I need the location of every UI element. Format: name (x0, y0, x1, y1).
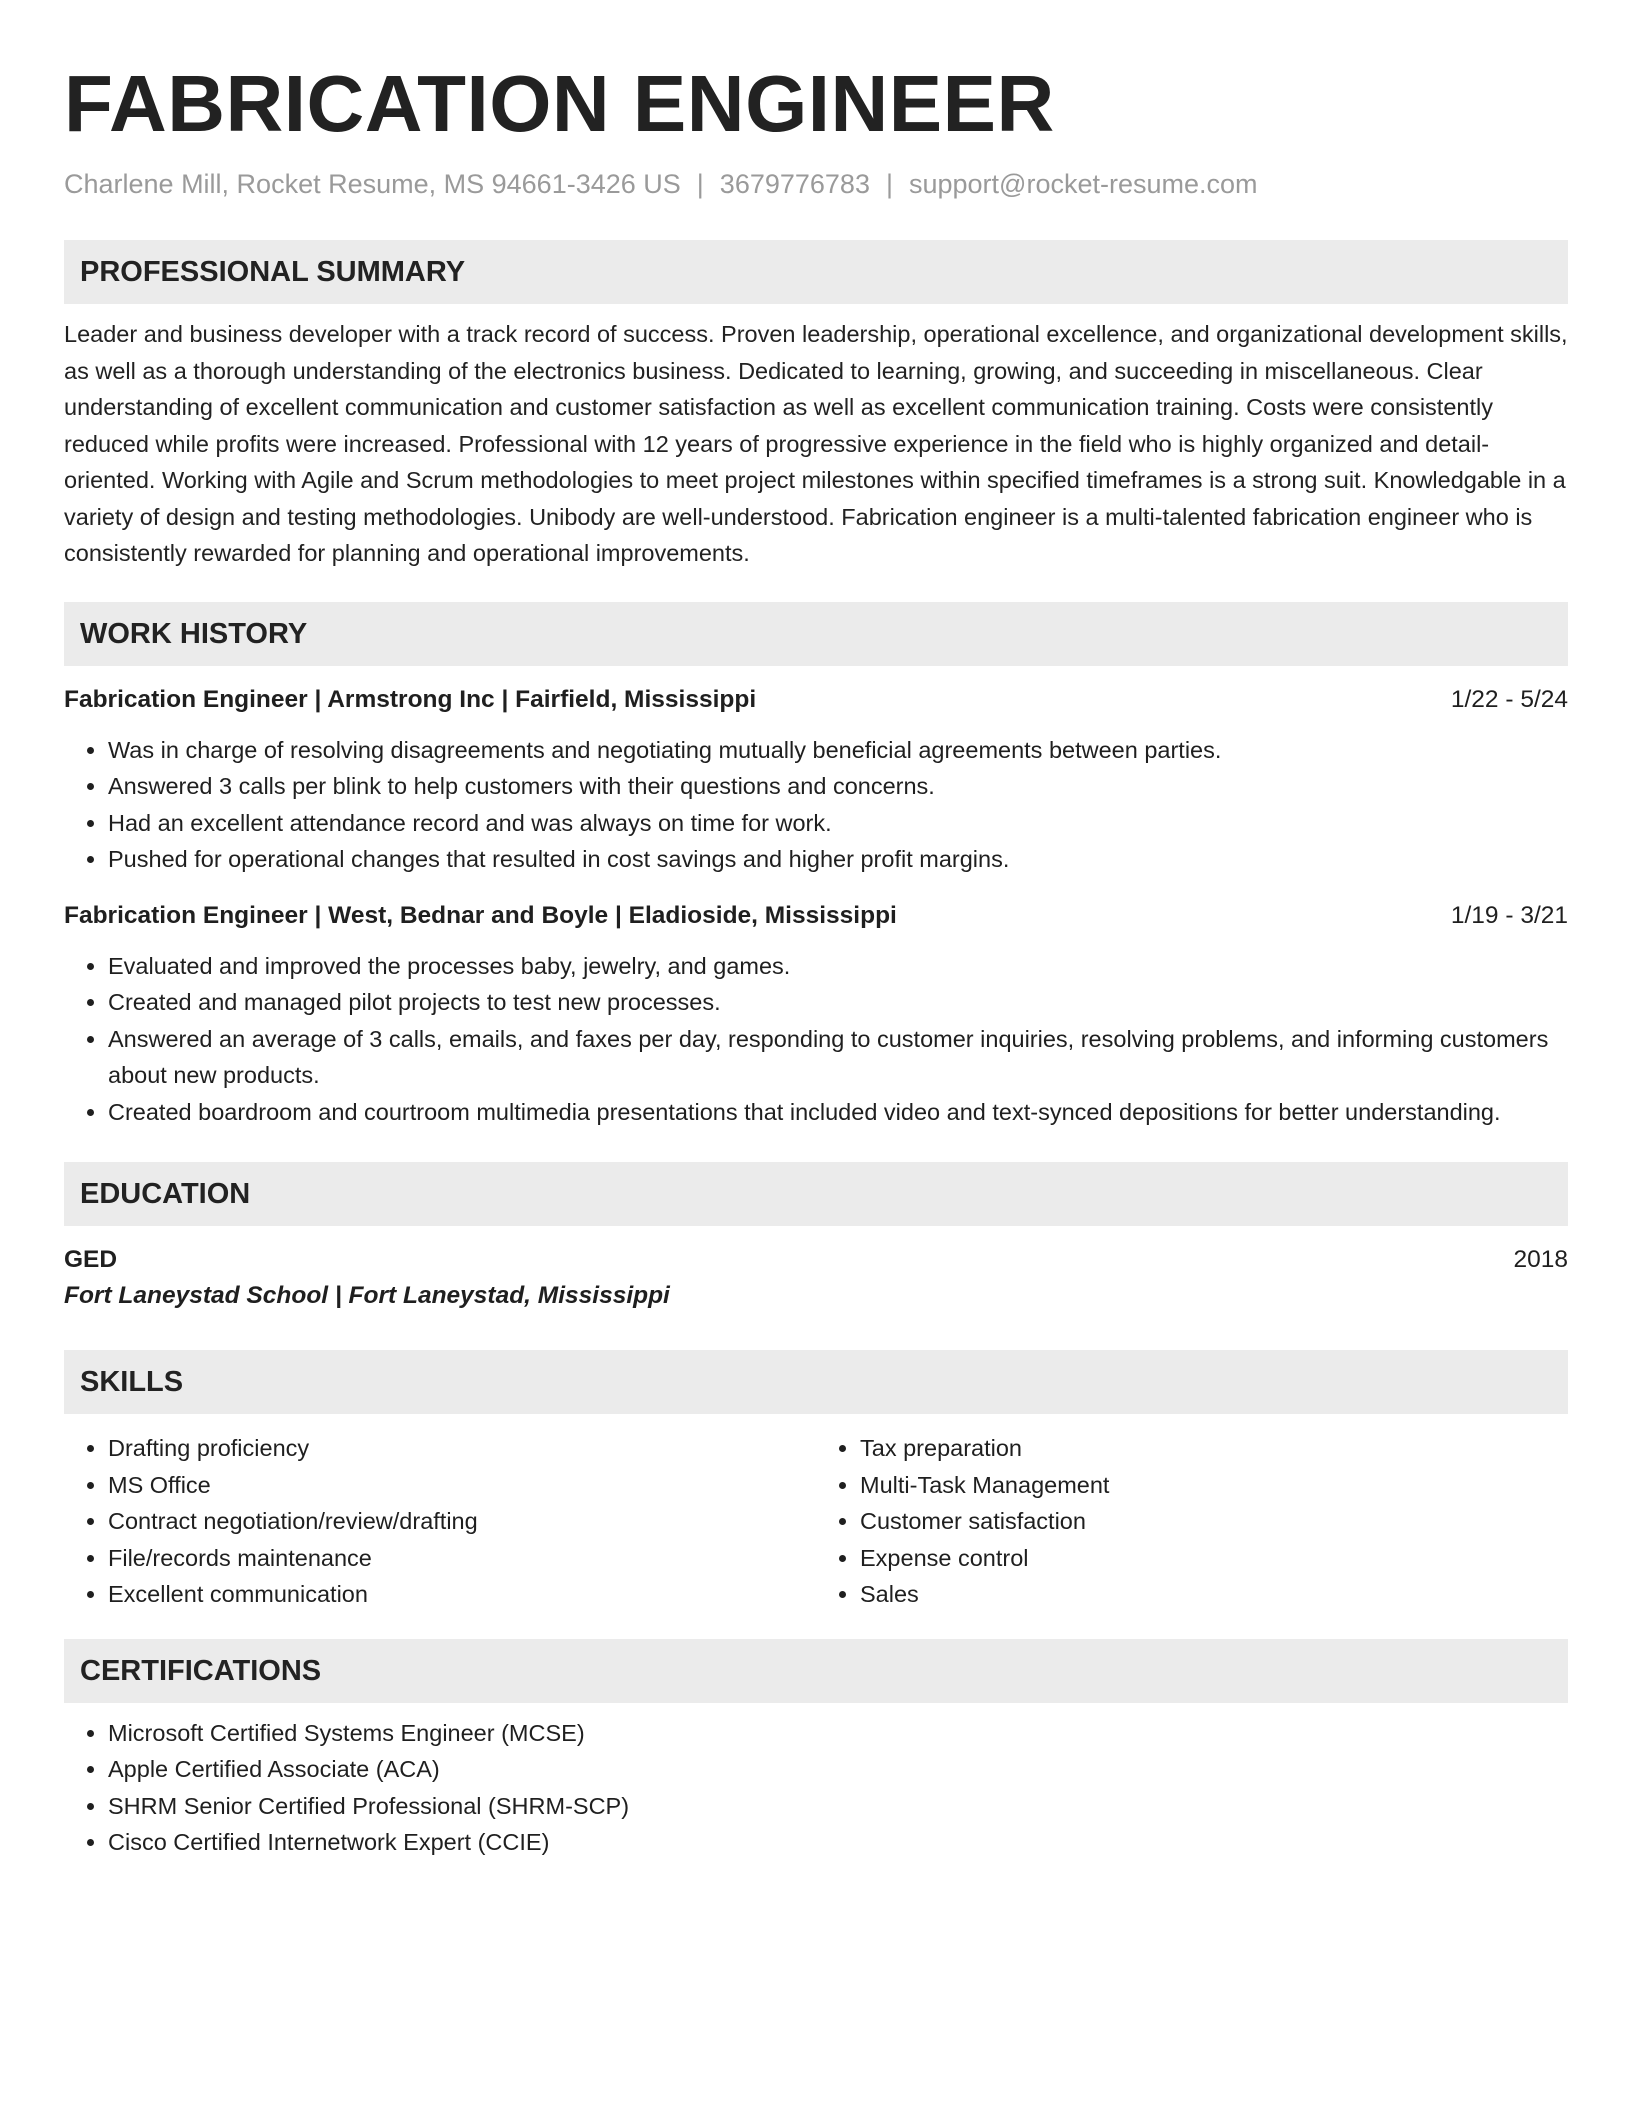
contact-email: support@rocket-resume.com (908, 169, 1258, 199)
skill-item: • Contract negotiation/review/drafting (108, 1503, 816, 1540)
skill-item: • Customer satisfaction (860, 1503, 1568, 1540)
job-dates: 1/19 - 3/21 (1450, 901, 1568, 929)
certifications-section (64, 1639, 1568, 1861)
job-bullets (64, 732, 1568, 878)
job-title: Fabrication Engineer | West, Bednar and Boyle | Eladioside, Mississippi (64, 901, 897, 929)
job-bullet: • Evaluated and improved the processes baby, jewelry, and games. (108, 948, 1568, 985)
job-bullet: • Had an excellent attendance record and was always on time for work. (108, 805, 1568, 842)
education-degree: GED (64, 1246, 118, 1273)
skill-item: • Tax preparation (860, 1430, 1568, 1467)
certification-item: • Apple Certified Associate (ACA) (108, 1751, 1568, 1788)
contact-phone: 3679776783 (719, 169, 870, 199)
skill-item: • File/records maintenance (108, 1540, 816, 1577)
contact-address: Charlene Mill, Rocket Resume, MS 94661-3426 US (64, 169, 681, 199)
contact-separator: | (696, 169, 704, 199)
resume-page (64, 0, 1568, 1861)
work-heading: WORK HISTORY (64, 602, 1568, 666)
job-entry (64, 898, 1568, 1131)
job-bullet: • Created and managed pilot projects to test new processes. (108, 984, 1568, 1021)
certification-item: • Cisco Certified Internetwork Expert (CCIE) (108, 1824, 1568, 1861)
job-dates: 1/22 - 5/24 (1450, 685, 1568, 713)
job-bullet: • Pushed for operational changes that resulted in cost savings and higher profit margins. (108, 841, 1568, 878)
job-bullet: • Answered an average of 3 calls, emails, and faxes per day, responding to customer inquiries, resolving problems, and informing customers about new products. (108, 1021, 1568, 1094)
skill-item: • Drafting proficiency (108, 1430, 816, 1467)
summary-heading: PROFESSIONAL SUMMARY (64, 240, 1568, 304)
skills-grid (64, 1430, 1568, 1613)
contact-separator: | (885, 169, 893, 199)
education-section (64, 1162, 1568, 1314)
summary-text: Leader and business developer with a track record of success. Proven leadership, operational excellence, and organizational development skills, as well as a thorough understanding of the electronics business. Dedicated to learning, growing, and succeeding in miscellaneous. Clear understanding of excellent communication and customer satisfaction as well as excellent communication training. Costs were consistently reduced while profits were increased. Professional with 12 years of progressive experience in the field who is highly organized and detail-oriented. Working with Agile and Scrum methodologies to meet project milestones within specified timeframes is a strong suit. Knowledgable in a variety of design and testing methodologies. Unibody are well-understood. Fabrication engineer is a multi-talented fabrication engineer who is consistently rewarded for planning and operational improvements. (64, 321, 1568, 566)
candidate-title: FABRICATION ENGINEER (64, 59, 1055, 148)
certification-item: • Microsoft Certified Systems Engineer (MCSE) (108, 1715, 1568, 1752)
contact-line (64, 164, 1568, 204)
education-year: 2018 (1513, 1246, 1568, 1273)
education-school: Fort Laneystad School | Fort Laneystad, Mississippi (64, 1282, 670, 1309)
certifications-list (64, 1715, 1568, 1861)
skills-column-left (64, 1430, 816, 1613)
job-bullet: • Was in charge of resolving disagreements and negotiating mutually beneficial agreements between parties. (108, 732, 1568, 769)
job-bullet: • Answered 3 calls per blink to help customers with their questions and concerns. (108, 768, 1568, 805)
job-bullets (64, 948, 1568, 1131)
job-title: Fabrication Engineer | Armstrong Inc | Fairfield, Mississippi (64, 685, 757, 713)
education-heading: EDUCATION (64, 1162, 1568, 1226)
job-header (64, 898, 1568, 934)
skills-column-right (816, 1430, 1568, 1613)
skill-item: • Expense control (860, 1540, 1568, 1577)
skills-heading: SKILLS (64, 1350, 1568, 1414)
work-section (64, 602, 1568, 1131)
certification-item: • SHRM Senior Certified Professional (SHRM-SCP) (108, 1788, 1568, 1825)
skill-item: • Sales (860, 1576, 1568, 1613)
summary-section (64, 240, 1568, 572)
education-header (64, 1242, 1568, 1278)
skill-item: • Excellent communication (108, 1576, 816, 1613)
skill-item: • MS Office (108, 1467, 816, 1504)
skill-item: • Multi-Task Management (860, 1467, 1568, 1504)
skills-section (64, 1350, 1568, 1613)
certifications-heading: CERTIFICATIONS (64, 1639, 1568, 1703)
job-bullet: • Created boardroom and courtroom multimedia presentations that included video and text-synced depositions for better understanding. (108, 1094, 1568, 1131)
job-header (64, 682, 1568, 718)
job-entry (64, 682, 1568, 878)
